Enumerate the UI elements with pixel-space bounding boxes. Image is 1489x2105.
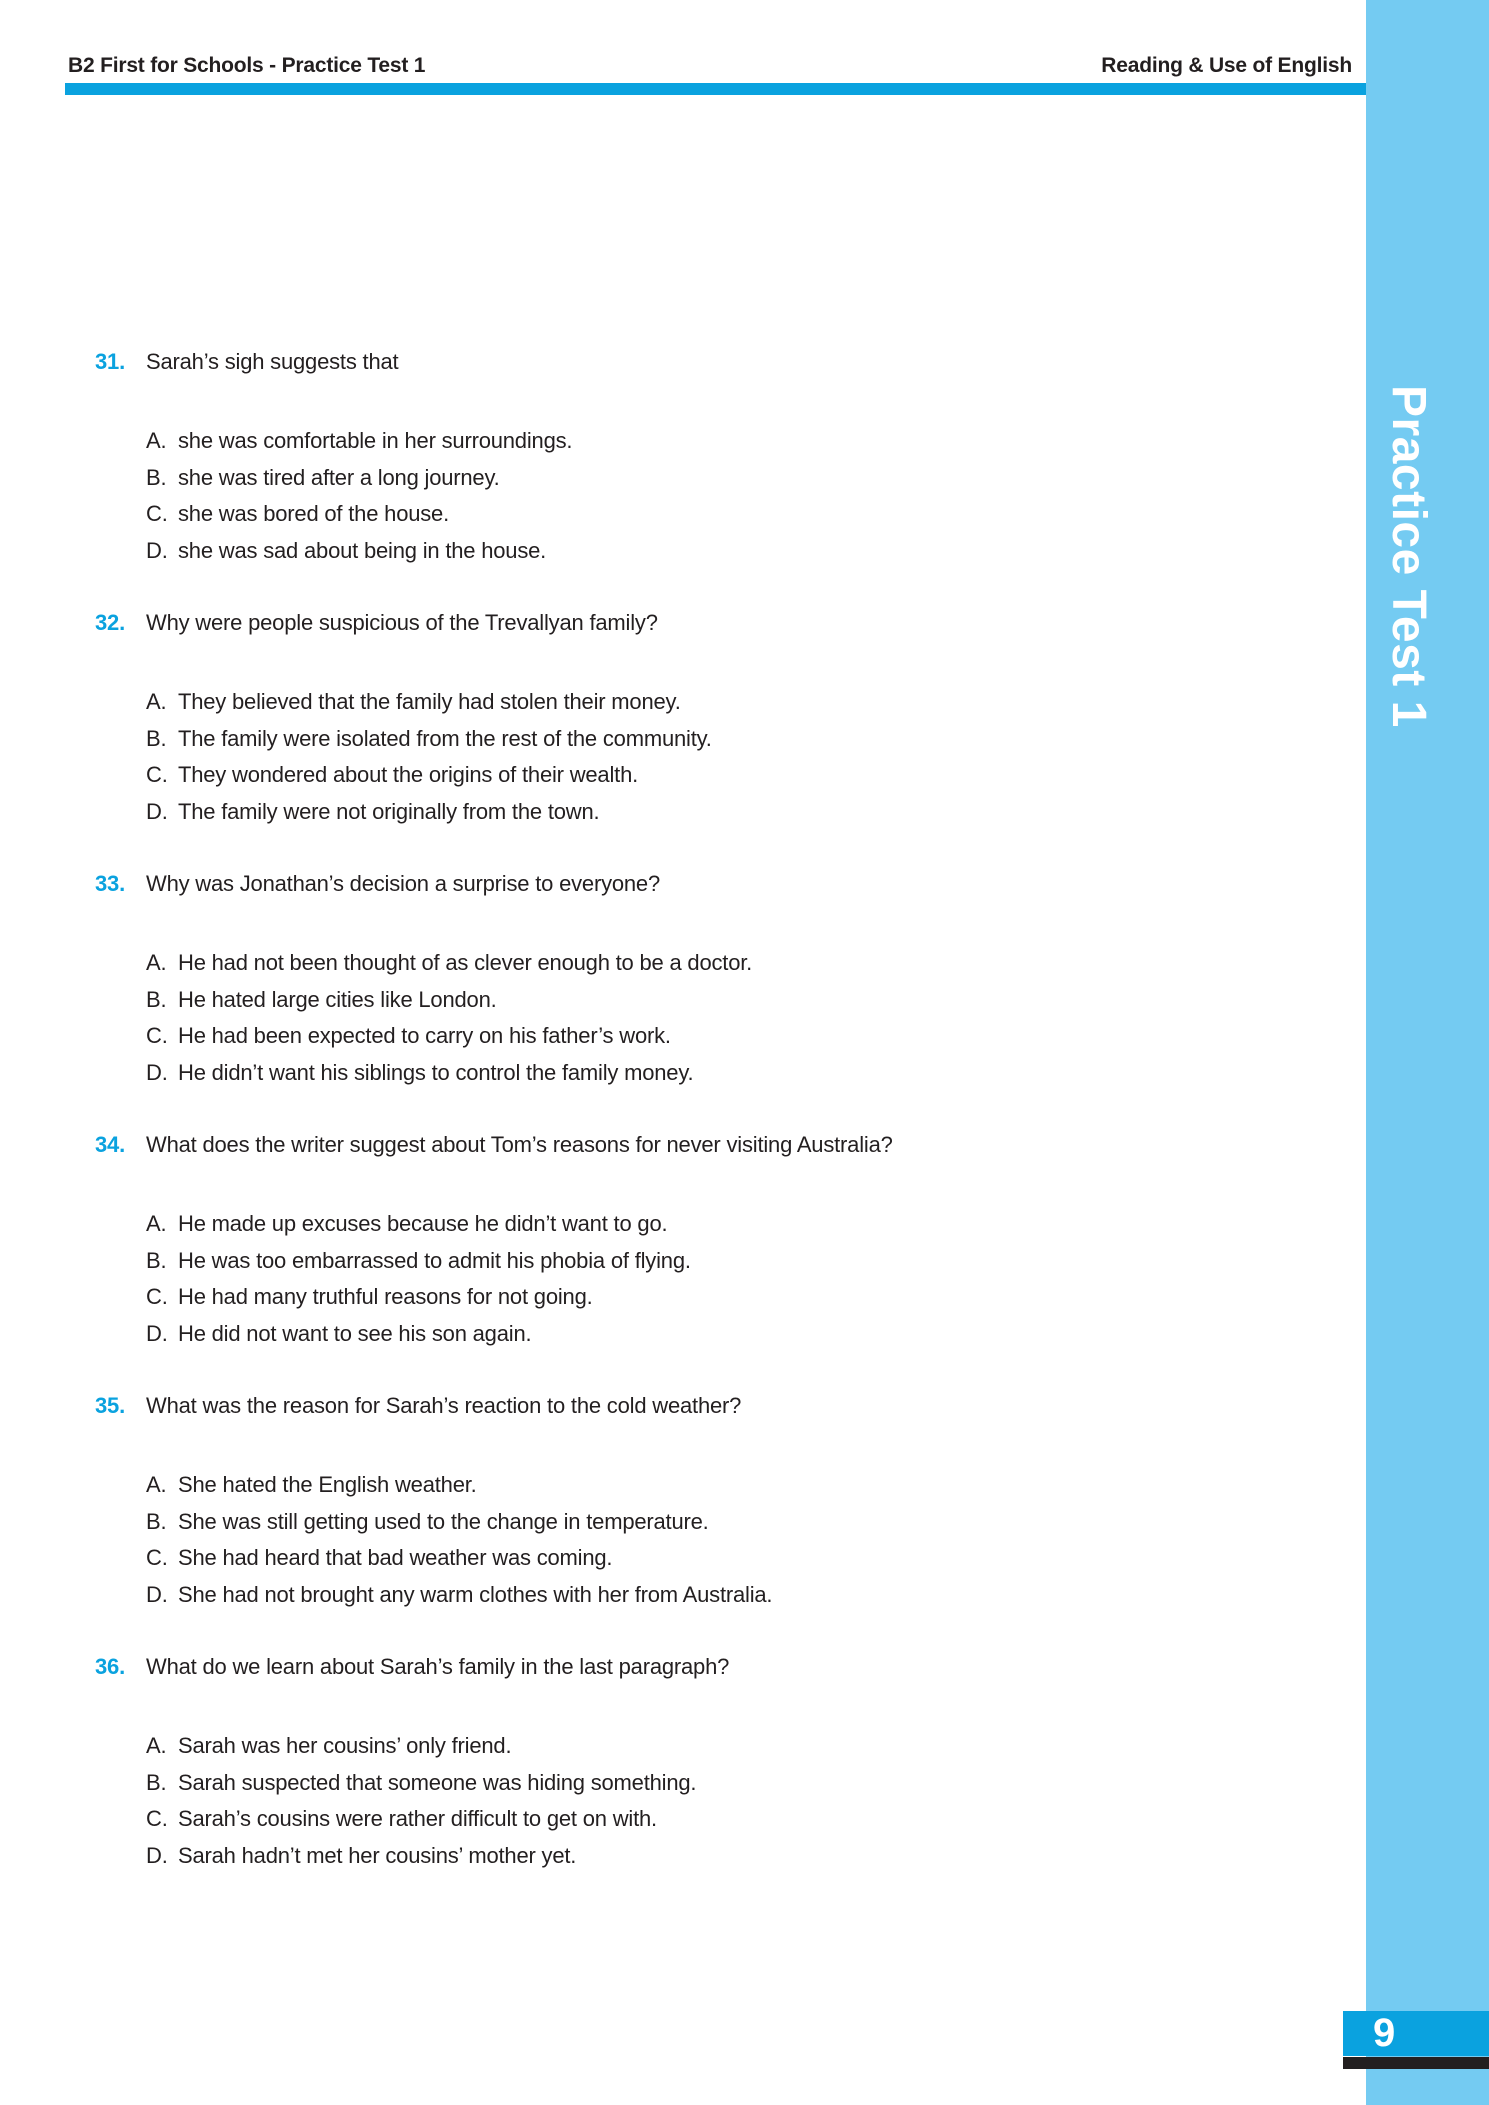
option-text: Sarah’s cousins were rather difficult to get on with.	[178, 1806, 657, 1831]
sidebar	[1366, 0, 1489, 2105]
option-text: He made up excuses because he didn’t want to go.	[178, 1211, 668, 1236]
page-number: 9	[1373, 2011, 1396, 2055]
options-list	[146, 1467, 1339, 1613]
option-a	[146, 423, 1339, 460]
option-letter: D.	[146, 1581, 168, 1607]
option-letter: C.	[146, 1284, 168, 1309]
options-list	[146, 1728, 1339, 1874]
option-letter: C.	[146, 501, 168, 526]
option-b	[146, 460, 1339, 497]
section-title: Reading & Use of English	[1101, 54, 1352, 77]
option-c	[146, 1279, 1339, 1316]
option-letter: B.	[146, 1769, 167, 1795]
options-list	[146, 423, 1339, 569]
question-31	[95, 347, 1339, 569]
option-text: They wondered about the origins of their wealth.	[178, 762, 639, 787]
option-c	[146, 1540, 1339, 1577]
question-35	[95, 1391, 1339, 1613]
option-text: Sarah was her cousins’ only friend.	[178, 1733, 512, 1758]
option-letter: A.	[146, 1733, 167, 1758]
option-letter: D.	[146, 1059, 168, 1085]
question-number: 35.	[95, 1393, 125, 1418]
option-text: The family were not originally from the town.	[178, 798, 600, 824]
option-c	[146, 757, 1339, 794]
option-d	[146, 794, 1339, 831]
option-a	[146, 945, 1339, 982]
option-letter: A.	[146, 428, 167, 453]
option-b	[146, 721, 1339, 758]
option-letter: C.	[146, 1806, 168, 1831]
option-text: Sarah suspected that someone was hiding something.	[178, 1769, 697, 1795]
question-text: Sarah’s sigh suggests that	[146, 349, 399, 374]
option-text: She had not brought any warm clothes with her from Australia.	[178, 1581, 773, 1607]
option-letter: A.	[146, 1472, 167, 1497]
question-number: 31.	[95, 349, 125, 374]
option-text: she was bored of the house.	[178, 501, 450, 526]
option-letter: D.	[146, 537, 168, 563]
page-number-box	[1343, 2011, 1489, 2056]
option-b	[146, 1504, 1339, 1541]
options-list	[146, 684, 1339, 830]
question-33	[95, 869, 1339, 1091]
option-text: He did not want to see his son again.	[178, 1320, 532, 1346]
option-text: He had been expected to carry on his father’s work.	[178, 1023, 671, 1048]
option-c	[146, 1018, 1339, 1055]
option-d	[146, 1055, 1339, 1092]
sidebar-label: Practice Test 1	[1382, 385, 1435, 728]
question-32	[95, 608, 1339, 830]
option-d	[146, 1577, 1339, 1614]
option-letter: D.	[146, 1320, 168, 1346]
options-list	[146, 945, 1339, 1091]
doc-title: B2 First for Schools - Practice Test 1	[68, 54, 426, 77]
option-text: He hated large cities like London.	[178, 986, 497, 1012]
option-d	[146, 533, 1339, 570]
option-letter: B.	[146, 1508, 167, 1534]
option-c	[146, 496, 1339, 533]
option-text: she was comfortable in her surroundings.	[178, 428, 573, 453]
question-text: What do we learn about Sarah’s family in the last paragraph?	[146, 1654, 730, 1679]
option-text: she was tired after a long journey.	[178, 464, 500, 490]
option-letter: B.	[146, 986, 167, 1012]
option-letter: C.	[146, 1545, 168, 1570]
option-letter: A.	[146, 689, 167, 714]
option-b	[146, 982, 1339, 1019]
question-number: 33.	[95, 871, 125, 896]
option-letter: D.	[146, 798, 168, 824]
option-a	[146, 1206, 1339, 1243]
option-letter: B.	[146, 1247, 167, 1273]
option-letter: B.	[146, 464, 167, 490]
question-text: What was the reason for Sarah’s reaction to the cold weather?	[146, 1393, 742, 1418]
question-number: 34.	[95, 1132, 125, 1157]
question-text: Why was Jonathan’s decision a surprise to everyone?	[146, 871, 661, 896]
question-number: 36.	[95, 1654, 125, 1679]
header-underline	[65, 83, 1366, 95]
option-text: He didn’t want his siblings to control the family money.	[178, 1059, 694, 1085]
options-list	[146, 1206, 1339, 1352]
option-text: She had heard that bad weather was coming.	[178, 1545, 613, 1570]
option-letter: C.	[146, 762, 168, 787]
option-letter: C.	[146, 1023, 168, 1048]
option-b	[146, 1243, 1339, 1280]
option-text: He had many truthful reasons for not going.	[178, 1284, 593, 1309]
option-letter: B.	[146, 725, 167, 751]
option-a	[146, 1728, 1339, 1765]
option-text: Sarah hadn’t met her cousins’ mother yet.	[178, 1842, 577, 1868]
option-a	[146, 684, 1339, 721]
option-b	[146, 1765, 1339, 1802]
option-text: He had not been thought of as clever enough to be a doctor.	[178, 950, 753, 975]
option-letter: A.	[146, 950, 167, 975]
option-c	[146, 1801, 1339, 1838]
footer-bar	[1343, 2057, 1489, 2069]
option-text: They believed that the family had stolen their money.	[178, 689, 681, 714]
option-text: The family were isolated from the rest of the community.	[178, 725, 712, 751]
question-text: Why were people suspicious of the Trevallyan family?	[146, 610, 658, 635]
option-text: she was sad about being in the house.	[178, 537, 547, 563]
question-number: 32.	[95, 610, 125, 635]
option-d	[146, 1316, 1339, 1353]
question-text: What does the writer suggest about Tom’s reasons for never visiting Australia?	[146, 1132, 893, 1157]
option-text: He was too embarrassed to admit his phobia of flying.	[178, 1247, 691, 1273]
question-34	[95, 1130, 1339, 1352]
option-letter: D.	[146, 1842, 168, 1868]
question-36	[95, 1652, 1339, 1874]
option-letter: A.	[146, 1211, 167, 1236]
option-text: She was still getting used to the change in temperature.	[178, 1508, 709, 1534]
option-d	[146, 1838, 1339, 1875]
option-text: She hated the English weather.	[178, 1472, 477, 1497]
option-a	[146, 1467, 1339, 1504]
